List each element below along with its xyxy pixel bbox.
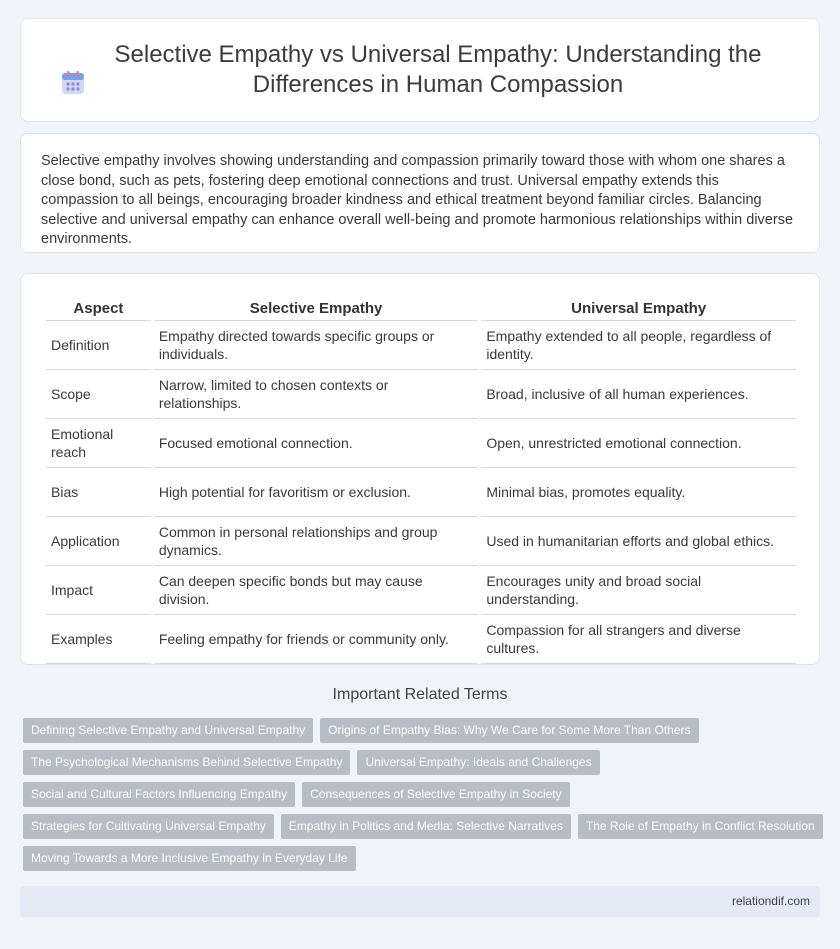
table-row (46, 566, 796, 615)
calendar-icon (60, 70, 86, 96)
cell-aspect: Scope (46, 370, 151, 419)
site-name[interactable]: relationdif.com (731, 894, 810, 908)
related-terms-list (23, 718, 823, 878)
intro-card (20, 133, 820, 253)
tag-row (23, 782, 823, 814)
cell-aspect: Impact (46, 566, 151, 615)
tag-row (23, 814, 823, 846)
cell-selective: Narrow, limited to chosen contexts or relationships. (154, 370, 479, 419)
cell-aspect: Application (46, 517, 151, 566)
related-term-link[interactable]: Consequences of Selective Empathy in Society (302, 782, 569, 807)
cell-universal: Broad, inclusive of all human experiences. (481, 370, 796, 419)
comparison-card (20, 273, 820, 665)
related-term-link[interactable]: Moving Towards a More Inclusive Empathy in Everyday Life (23, 846, 356, 871)
table-row (46, 321, 796, 370)
header-selective: Selective Empathy (154, 296, 479, 321)
related-term-link[interactable]: Universal Empathy: Ideals and Challenges (357, 750, 599, 775)
footer (20, 886, 820, 917)
table-row (46, 615, 796, 664)
cell-universal: Empathy extended to all people, regardless of identity. (481, 321, 796, 370)
cell-selective: Feeling empathy for friends or community only. (154, 615, 479, 664)
cell-universal: Compassion for all strangers and diverse cultures. (481, 615, 796, 664)
cell-selective: Can deepen specific bonds but may cause division. (154, 566, 479, 615)
related-term-link[interactable]: The Psychological Mechanisms Behind Selective Empathy (23, 750, 350, 775)
cell-aspect: Bias (46, 468, 151, 517)
related-term-link[interactable]: Origins of Empathy Bias: Why We Care for Some More Than Others (320, 718, 698, 743)
title-card (20, 18, 820, 122)
related-term-link[interactable]: The Role of Empathy in Conflict Resolution (578, 814, 823, 839)
page-title: Selective Empathy vs Universal Empathy: Understanding the Differences in Human Compassion (114, 41, 762, 98)
table-row (46, 517, 796, 566)
related-terms-heading: Important Related Terms (332, 686, 508, 703)
cell-aspect: Emotional reach (46, 419, 151, 468)
header-aspect: Aspect (46, 296, 151, 321)
cell-universal: Encourages unity and broad social understanding. (481, 566, 796, 615)
tag-row (23, 718, 823, 750)
related-term-link[interactable]: Empathy in Politics and Media: Selective Narratives (281, 814, 571, 839)
cell-selective: High potential for favoritism or exclusion. (154, 468, 479, 517)
cell-universal: Used in humanitarian efforts and global ethics. (481, 517, 796, 566)
header-universal: Universal Empathy (481, 296, 796, 321)
table-row (46, 419, 796, 468)
table-header-row (46, 296, 796, 321)
cell-universal: Open, unrestricted emotional connection. (481, 419, 796, 468)
related-term-link[interactable]: Strategies for Cultivating Universal Empathy (23, 814, 274, 839)
related-term-link[interactable]: Defining Selective Empathy and Universal Empathy (23, 718, 313, 743)
cell-selective: Common in personal relationships and group dynamics. (154, 517, 479, 566)
cell-selective: Empathy directed towards specific groups or individuals. (154, 321, 479, 370)
related-term-link[interactable]: Social and Cultural Factors Influencing Empathy (23, 782, 295, 807)
title-row (60, 40, 780, 100)
intro-paragraph: Selective empathy involves showing understanding and compassion primarily toward those with whom one shares a close bond, such as pets, fostering deep emotional connections and trust. Universal empathy extends this compassion to all beings, encouraging broader kindness and ethical treatment beyond familiar circles. Balancing selective and universal empathy can enhance overall well-being and promote harmonious relationships within diverse environments. (41, 153, 794, 247)
tag-row (23, 750, 823, 782)
table-row (46, 370, 796, 419)
table-row (46, 468, 796, 517)
comparison-table (43, 296, 799, 664)
cell-aspect: Examples (46, 615, 151, 664)
cell-universal: Minimal bias, promotes equality. (481, 468, 796, 517)
cell-selective: Focused emotional connection. (154, 419, 479, 468)
tag-row (23, 846, 823, 878)
cell-aspect: Definition (46, 321, 151, 370)
